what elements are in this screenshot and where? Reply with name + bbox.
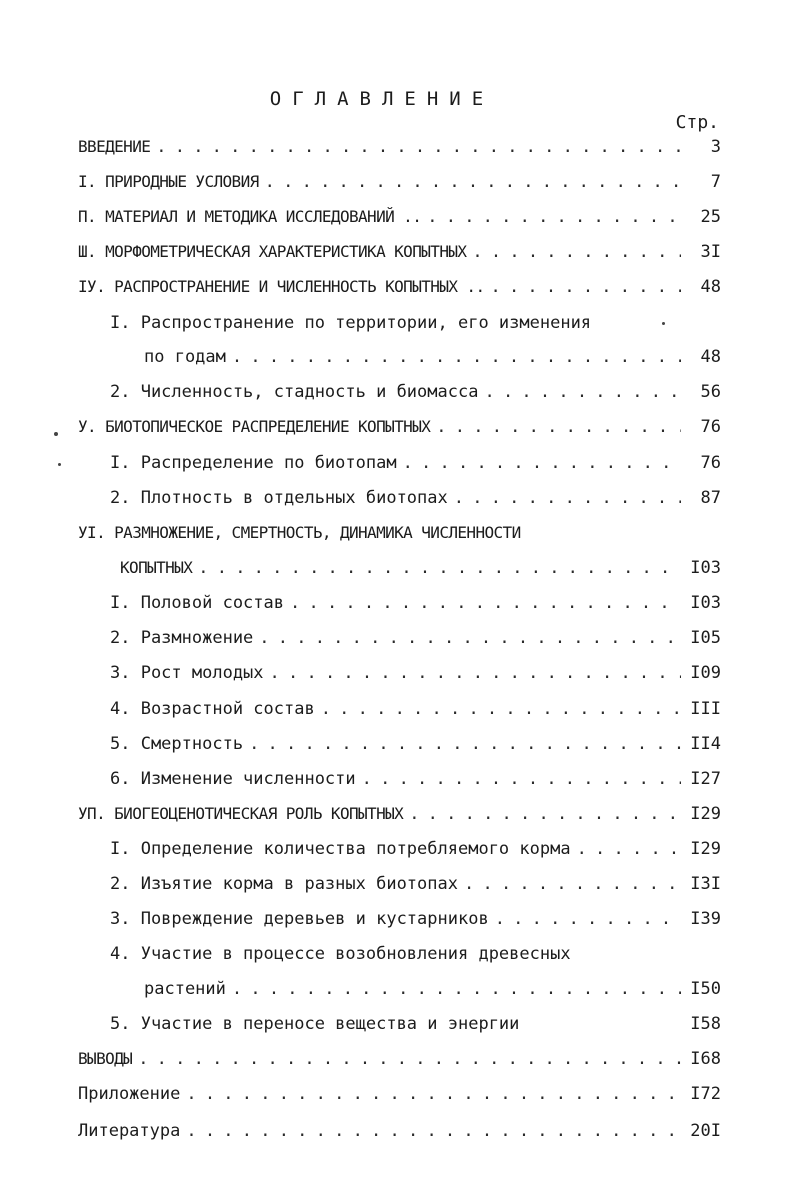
dot-leader [232,976,681,1002]
toc-entry-text: У. БИОТОПИЧЕСКОЕ РАСПРЕДЕЛЕНИЕ КОПЫТНЫХ [78,417,431,436]
toc-entry-page: 48 [700,277,721,297]
toc-entry-chapter-3 [78,239,721,265]
toc-entry-text: Литература [78,1121,181,1141]
toc-entry-page: I09 [690,663,721,683]
toc-entry-text: П. МАТЕРИАЛ И МЕТОДИКА ИССЛЕДОВАНИЙ .. [78,207,422,226]
toc-entry-chapter-6 [78,520,721,546]
toc-entry-text: I. ПРИРОДНЫЕ УСЛОВИЯ [78,172,259,191]
toc-entry-chapter-7 [78,801,721,827]
dot-leader [249,731,681,757]
toc-entry-section-6-2 [110,625,721,651]
dot-leader [484,379,681,405]
toc-entry-page: 76 [700,417,721,437]
dot-leader [156,134,681,160]
ink-speck [58,463,61,466]
toc-entry-section-4-2 [110,379,721,405]
toc-entry-introduction [78,134,721,160]
toc-entry-section-7-2 [110,871,721,897]
toc-entry-page: 76 [700,453,721,473]
toc-entry-section-6-6 [110,766,721,792]
dot-leader [321,696,681,722]
toc-entry-page: 25 [700,207,721,227]
toc-entry-text: 4. Участие в процессе возобновления древесных [110,944,571,964]
toc-entry-page: I27 [690,769,721,789]
toc-entry-text: IУ. РАСПРОСТРАНЕНИЕ И ЧИСЛЕННОСТЬ КОПЫТНЫХ .. [78,277,485,296]
toc-entry-page: I29 [690,839,721,859]
toc-entry-page: II4 [690,734,721,754]
dot-leader [186,1118,681,1144]
toc-entry-page: I58 [690,1014,721,1034]
toc-entry-text: ВЫВОДЫ [78,1049,133,1068]
dot-leader [259,625,681,651]
dot-leader [409,801,681,827]
dot-leader [490,274,681,300]
toc-entry-chapter-1 [78,169,721,195]
toc-entry-page: 3 [710,137,721,157]
toc-entry-text: I. Половой состав [110,593,284,613]
toc-entry-section-5-2 [110,485,721,511]
ink-speck [54,432,58,436]
toc-entry-text: 5. Смертность [110,734,244,754]
toc-entry-page: 48 [700,347,721,367]
toc-entry-section-6-3 [110,660,721,686]
toc-entry-section-4-1 [110,310,721,336]
toc-entry-section-5-1 [110,450,721,476]
toc-entry-page: I50 [690,979,721,999]
ink-speck [662,322,665,325]
dot-leader [186,1081,681,1107]
toc-entry-text: по годам [144,347,226,367]
toc-entry-page: 3I [700,242,721,262]
dot-leader [198,555,681,581]
toc-entry-text: Ш. МОРФОМЕТРИЧЕСКАЯ ХАРАКТЕРИСТИКА КОПЫТНЫХ [78,242,467,261]
toc-entry-page: I03 [690,593,721,613]
dot-leader [472,239,681,265]
toc-entry-text: 2. Изъятие корма в разных биотопах [110,874,458,894]
toc-entry-text: 2. Размножение [110,628,254,648]
dot-leader [427,204,681,230]
toc-entry-page: 7 [710,172,721,192]
toc-entry-section-7-1 [110,836,721,862]
dot-leader [270,660,681,686]
toc-entry-text: ВВЕДЕНИЕ [78,137,151,156]
toc-entry-text: растений [144,979,226,999]
toc-entry-text: 5. Участие в переносе вещества и энергии [110,1014,520,1034]
toc-entry-text: I. Распространение по территории, его изменения [110,313,592,333]
toc-entry-text: I. Распределение по биотопам [110,453,397,473]
toc-entry-appendix [78,1081,721,1107]
dot-leader [436,414,681,440]
toc-entry-chapter-2 [78,204,721,230]
toc-entry-text: УП. БИОГЕОЦЕНОТИЧЕСКАЯ РОЛЬ КОПЫТНЫХ [78,804,404,823]
toc-entry-chapter-6-cont [120,555,721,581]
dot-leader [577,836,681,862]
toc-entry-text: 3. Повреждение деревьев и кустарников [110,909,489,929]
toc-entry-section-6-4 [110,696,721,722]
dot-leader [464,871,681,897]
toc-entry-section-7-5 [110,1011,721,1037]
toc-entry-text: Приложение [78,1084,181,1104]
toc-entry-section-4-1-cont [144,344,721,370]
dot-leader [290,590,681,616]
page-title: ОГЛАВЛЕНИЕ [269,88,495,110]
dot-leader [495,906,681,932]
toc-entry-section-7-4 [110,941,721,967]
toc-entry-page: I05 [690,628,721,648]
dot-leader [454,485,681,511]
toc-entry-text: УI. РАЗМНОЖЕНИЕ, СМЕРТНОСТЬ, ДИНАМИКА ЧИСЛЕННОСТИ [78,523,521,542]
toc-entry-page: 87 [700,488,721,508]
toc-entry-section-7-3 [110,906,721,932]
toc-entry-section-6-5 [110,731,721,757]
toc-entry-conclusions [78,1046,721,1072]
toc-entry-section-7-4-cont [144,976,721,1002]
toc-entry-page: III [690,699,721,719]
toc-entry-page: I29 [690,804,721,824]
dot-leader [265,169,681,195]
toc-entry-text: КОПЫТНЫХ [120,558,193,577]
toc-entry-chapter-5 [78,414,721,440]
toc-entry-chapter-4 [78,274,721,300]
toc-entry-text: 3. Рост молодых [110,663,264,683]
page-column-label: Стр. [675,112,719,133]
dot-leader [232,344,681,370]
toc-entry-text: 2. Плотность в отдельных биотопах [110,488,448,508]
dot-leader [138,1046,681,1072]
toc-entry-text: 2. Численность, стадность и биомасса [110,382,479,402]
toc-entry-page: I68 [690,1049,721,1069]
dot-leader [403,450,681,476]
toc-entry-section-6-1 [110,590,721,616]
toc-entry-literature [78,1118,721,1144]
toc-entry-page: I3I [690,874,721,894]
dot-leader [362,766,681,792]
toc-entry-page: 56 [700,382,721,402]
toc-entry-text: 6. Изменение численности [110,769,356,789]
toc-entry-page: 20I [690,1121,721,1141]
toc-entry-page: I72 [690,1084,721,1104]
toc-entry-page: I39 [690,909,721,929]
toc-entry-text: 4. Возрастной состав [110,699,315,719]
toc-entry-text: I. Определение количества потребляемого корма [110,839,571,859]
toc-entry-page: I03 [690,558,721,578]
